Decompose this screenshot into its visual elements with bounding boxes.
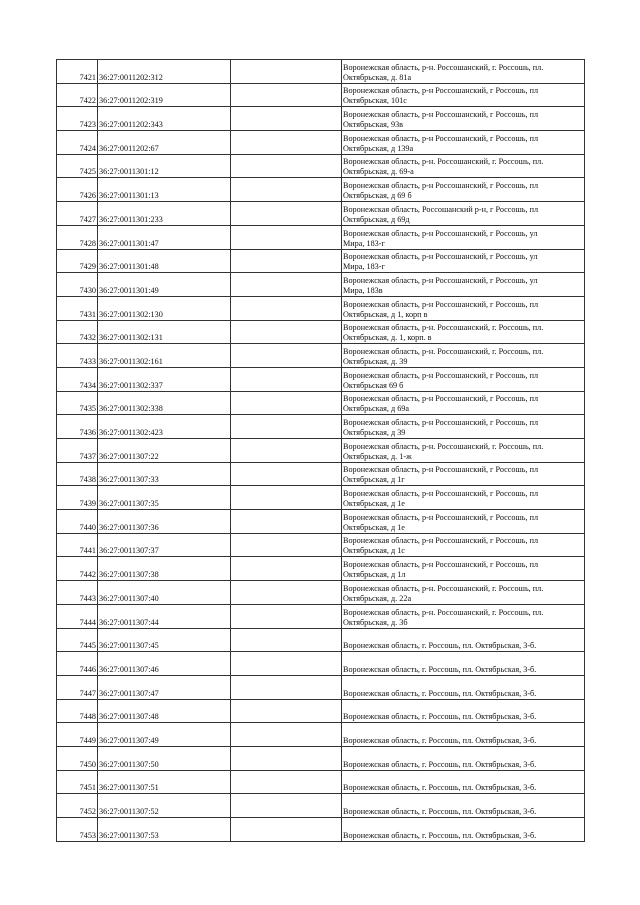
address-cell xyxy=(342,83,585,107)
table-row xyxy=(57,60,585,84)
row-number-cell: 7443 xyxy=(57,581,98,605)
row-number-cell: 7436 xyxy=(57,415,98,439)
address-cell xyxy=(342,107,585,131)
address-line-2: Октябрьская, д. 39 xyxy=(343,356,408,366)
address-line-1: Воронежская область, р-н. Россошанский, г. Россошь, пл. xyxy=(343,346,544,356)
empty-cell xyxy=(231,675,342,699)
empty-cell xyxy=(231,296,342,320)
address-line-1: Воронежская область, р-н. Россошанский, г. Россошь, пл. xyxy=(343,583,544,593)
row-number-cell: 7444 xyxy=(57,604,98,628)
row-number-cell: 7446 xyxy=(57,652,98,676)
address-line-1: Воронежская область, р-н Россошанский, г Россошь, пл xyxy=(343,489,539,499)
address-line-1: Воронежская область, р-н Россошанский, г Россошь, пл xyxy=(343,536,539,546)
address-line-2: Октябрьская, 101с xyxy=(343,96,407,106)
table-row xyxy=(57,818,585,842)
cadastral-number-cell: 36:27:0011302:338 xyxy=(98,391,231,415)
address-cell xyxy=(342,462,585,486)
table-row xyxy=(57,202,585,226)
cadastral-number-cell: 36:27:0011301:13 xyxy=(98,178,231,202)
empty-cell xyxy=(231,770,342,794)
address-line-2: Воронежская область, г. Россошь, пл. Октябрьская, 3-б. xyxy=(343,759,537,769)
address-line-1: Воронежская область, р-н. Россошанский, г. Россошь, пл. xyxy=(343,607,544,617)
row-number-cell: 7421 xyxy=(57,60,98,84)
cadastral-number-cell: 36:27:0011307:36 xyxy=(98,510,231,534)
address-line-2: Воронежская область, г. Россошь, пл. Октябрьская, 3-б. xyxy=(343,641,537,651)
empty-cell xyxy=(231,510,342,534)
address-cell xyxy=(342,415,585,439)
row-number-cell: 7426 xyxy=(57,178,98,202)
address-cell xyxy=(342,391,585,415)
address-cell xyxy=(342,770,585,794)
cadastral-number-cell: 36:27:0011302:337 xyxy=(98,367,231,391)
address-line-1: Воронежская область, Россошанский р-н, г Россошь, пл xyxy=(343,204,539,214)
address-cell xyxy=(342,296,585,320)
address-line-2: Октябрьская, д 139а xyxy=(343,143,414,153)
address-line-1: Воронежская область, р-н Россошанский, г Россошь, пл xyxy=(343,110,539,120)
address-line-2: Октябрьская, д 1е xyxy=(343,499,405,509)
address-cell xyxy=(342,746,585,770)
address-line-2: Октябрьская 69 б xyxy=(343,380,404,390)
address-line-2: Октябрьская, д 1с xyxy=(343,546,405,556)
address-line-1: Воронежская область, р-н Россошанский, г Россошь, пл xyxy=(343,181,539,191)
cadastral-number-cell: 36:27:0011301:49 xyxy=(98,273,231,297)
cadastral-registry-table xyxy=(56,59,585,842)
address-cell xyxy=(342,367,585,391)
address-line-2: Октябрьская, д 69а xyxy=(343,404,410,414)
cadastral-number-cell: 36:27:0011307:48 xyxy=(98,699,231,723)
cadastral-number-cell: 36:27:0011302:130 xyxy=(98,296,231,320)
empty-cell xyxy=(231,344,342,368)
cadastral-number-cell: 36:27:0011307:49 xyxy=(98,723,231,747)
address-line-1: Воронежская область, р-н. Россошанский, г. Россошь, пл. xyxy=(343,62,544,72)
address-cell xyxy=(342,60,585,84)
address-cell xyxy=(342,652,585,676)
registry-table-body xyxy=(57,60,585,842)
row-number-cell: 7434 xyxy=(57,367,98,391)
row-number-cell: 7422 xyxy=(57,83,98,107)
table-row xyxy=(57,533,585,557)
row-number-cell: 7432 xyxy=(57,320,98,344)
table-row xyxy=(57,794,585,818)
table-row xyxy=(57,344,585,368)
cadastral-number-cell: 36:27:0011302:161 xyxy=(98,344,231,368)
cadastral-number-cell: 36:27:0011202:312 xyxy=(98,60,231,84)
address-line-1: Воронежская область, р-н Россошанский, г Россошь, пл xyxy=(343,465,539,475)
empty-cell xyxy=(231,652,342,676)
row-number-cell: 7428 xyxy=(57,225,98,249)
empty-cell xyxy=(231,60,342,84)
address-line-2: Октябрьская, д 39 xyxy=(343,428,406,437)
cadastral-number-cell: 36:27:0011301:48 xyxy=(98,249,231,273)
address-line-2: Октябрьская, д. 1-ж xyxy=(343,451,412,461)
cadastral-number-cell: 36:27:0011307:45 xyxy=(98,628,231,652)
cadastral-number-cell: 36:27:0011307:52 xyxy=(98,794,231,818)
row-number-cell: 7453 xyxy=(57,818,98,842)
address-line-2: Октябрьская, д. 3б xyxy=(343,617,408,627)
address-line-2: Мира, 183-г xyxy=(343,262,385,272)
cadastral-number-cell: 36:27:0011307:47 xyxy=(98,675,231,699)
cadastral-number-cell: 36:27:0011202:343 xyxy=(98,107,231,131)
address-cell xyxy=(342,699,585,723)
table-row xyxy=(57,249,585,273)
empty-cell xyxy=(231,557,342,581)
address-line-2: Воронежская область, г. Россошь, пл. Октябрьская, 3-б. xyxy=(343,830,537,840)
row-number-cell: 7440 xyxy=(57,510,98,534)
empty-cell xyxy=(231,83,342,107)
address-line-2: Октябрьская, д 69 б xyxy=(343,191,412,201)
table-row xyxy=(57,604,585,628)
row-number-cell: 7448 xyxy=(57,699,98,723)
table-row xyxy=(57,296,585,320)
address-line-2: Октябрьская, д 1г xyxy=(343,475,405,485)
address-cell xyxy=(342,439,585,463)
table-row xyxy=(57,675,585,699)
address-cell xyxy=(342,344,585,368)
address-cell xyxy=(342,604,585,628)
address-line-2: Мира, 183-г xyxy=(343,238,385,248)
empty-cell xyxy=(231,249,342,273)
row-number-cell: 7450 xyxy=(57,746,98,770)
row-number-cell: 7430 xyxy=(57,273,98,297)
address-line-1: Воронежская область, р-н Россошанский, г Россошь, пл xyxy=(343,394,539,404)
address-line-2: Октябрьская, 93в xyxy=(343,120,404,130)
row-number-cell: 7427 xyxy=(57,202,98,226)
empty-cell xyxy=(231,699,342,723)
address-line-1: Воронежская область, р-н Россошанский, г Россошь, пл xyxy=(343,512,539,522)
address-line-1: Воронежская область, р-н Россошанский, г Россошь, ул xyxy=(343,275,538,285)
table-row xyxy=(57,746,585,770)
address-cell xyxy=(342,675,585,699)
address-cell xyxy=(342,723,585,747)
address-cell xyxy=(342,628,585,652)
table-row xyxy=(57,723,585,747)
address-line-2: Мира, 183в xyxy=(343,285,383,295)
row-number-cell: 7447 xyxy=(57,675,98,699)
address-cell xyxy=(342,818,585,842)
row-number-cell: 7451 xyxy=(57,770,98,794)
cadastral-number-cell: 36:27:0011307:35 xyxy=(98,486,231,510)
row-number-cell: 7437 xyxy=(57,439,98,463)
address-line-2: Октябрьская, д. 1, корп. в xyxy=(343,333,432,343)
table-row xyxy=(57,154,585,178)
address-line-2: Воронежская область, г. Россошь, пл. Октябрьская, 3-б. xyxy=(343,735,537,745)
empty-cell xyxy=(231,723,342,747)
address-cell xyxy=(342,486,585,510)
table-row xyxy=(57,273,585,297)
cadastral-number-cell: 36:27:0011301:233 xyxy=(98,202,231,226)
cadastral-number-cell: 36:27:0011302:131 xyxy=(98,320,231,344)
table-row xyxy=(57,367,585,391)
empty-cell xyxy=(231,462,342,486)
row-number-cell: 7425 xyxy=(57,154,98,178)
address-line-2: Октябрьская, д. 81а xyxy=(343,72,412,82)
table-row xyxy=(57,486,585,510)
empty-cell xyxy=(231,581,342,605)
address-cell xyxy=(342,510,585,534)
table-row xyxy=(57,652,585,676)
empty-cell xyxy=(231,746,342,770)
address-line-2: Октябрьская, д 1л xyxy=(343,570,406,580)
empty-cell xyxy=(231,533,342,557)
table-row xyxy=(57,131,585,155)
address-line-1: Воронежская область, р-н. Россошанский, г. Россошь, пл. xyxy=(343,441,544,451)
row-number-cell: 7423 xyxy=(57,107,98,131)
row-number-cell: 7441 xyxy=(57,533,98,557)
row-number-cell: 7429 xyxy=(57,249,98,273)
address-line-2: Октябрьская, д 1е xyxy=(343,522,405,532)
table-row xyxy=(57,415,585,439)
row-number-cell: 7442 xyxy=(57,557,98,581)
address-line-2: Воронежская область, г. Россошь, пл. Октябрьская, 3-б. xyxy=(343,783,537,793)
cadastral-number-cell: 36:27:0011202:67 xyxy=(98,131,231,155)
address-cell xyxy=(342,320,585,344)
cadastral-number-cell: 36:27:0011202:319 xyxy=(98,83,231,107)
empty-cell xyxy=(231,415,342,439)
cadastral-number-cell: 36:27:0011307:44 xyxy=(98,604,231,628)
empty-cell xyxy=(231,178,342,202)
cadastral-number-cell: 36:27:0011307:40 xyxy=(98,581,231,605)
address-cell xyxy=(342,249,585,273)
cadastral-number-cell: 36:27:0011307:37 xyxy=(98,533,231,557)
table-row xyxy=(57,557,585,581)
address-line-1: Воронежская область, р-н Россошанский, г Россошь, пл xyxy=(343,370,539,380)
empty-cell xyxy=(231,391,342,415)
address-line-2: Октябрьская, д 69д xyxy=(343,214,410,224)
cadastral-number-cell: 36:27:0011302:423 xyxy=(98,415,231,439)
empty-cell xyxy=(231,273,342,297)
address-cell xyxy=(342,794,585,818)
address-line-2: Октябрьская, д. 69-а xyxy=(343,167,414,177)
empty-cell xyxy=(231,628,342,652)
address-cell xyxy=(342,533,585,557)
cadastral-number-cell: 36:27:0011307:50 xyxy=(98,746,231,770)
address-cell xyxy=(342,225,585,249)
cadastral-number-cell: 36:27:0011301:12 xyxy=(98,154,231,178)
table-row xyxy=(57,628,585,652)
empty-cell xyxy=(231,486,342,510)
empty-cell xyxy=(231,604,342,628)
row-number-cell: 7438 xyxy=(57,462,98,486)
empty-cell xyxy=(231,154,342,178)
empty-cell xyxy=(231,794,342,818)
address-line-2: Воронежская область, г. Россошь, пл. Октябрьская, 3-б. xyxy=(343,712,537,722)
address-line-1: Воронежская область, р-н Россошанский, г Россошь, пл xyxy=(343,133,539,143)
row-number-cell: 7435 xyxy=(57,391,98,415)
cadastral-number-cell: 36:27:0011307:51 xyxy=(98,770,231,794)
empty-cell xyxy=(231,439,342,463)
empty-cell xyxy=(231,131,342,155)
empty-cell xyxy=(231,202,342,226)
address-line-1: Воронежская область, р-н Россошанский, г Россошь, пл xyxy=(343,560,539,570)
cadastral-number-cell: 36:27:0011307:53 xyxy=(98,818,231,842)
cadastral-number-cell: 36:27:0011301:47 xyxy=(98,225,231,249)
address-line-2: Воронежская область, г. Россошь, пл. Октябрьская, 3-б. xyxy=(343,807,537,816)
table-row xyxy=(57,178,585,202)
table-row xyxy=(57,462,585,486)
row-number-cell: 7439 xyxy=(57,486,98,510)
address-line-1: Воронежская область, р-н Россошанский, г Россошь, ул xyxy=(343,252,538,262)
address-cell xyxy=(342,178,585,202)
row-number-cell: 7449 xyxy=(57,723,98,747)
address-cell xyxy=(342,131,585,155)
table-row xyxy=(57,225,585,249)
cadastral-number-cell: 36:27:0011307:38 xyxy=(98,557,231,581)
table-row xyxy=(57,510,585,534)
table-row xyxy=(57,581,585,605)
address-cell xyxy=(342,154,585,178)
cadastral-number-cell: 36:27:0011307:46 xyxy=(98,652,231,676)
table-row xyxy=(57,770,585,794)
table-row xyxy=(57,699,585,723)
address-line-1: Воронежская область, р-н Россошанский, г Россошь, ул xyxy=(343,228,538,238)
cadastral-number-cell: 36:27:0011307:22 xyxy=(98,439,231,463)
address-cell xyxy=(342,273,585,297)
table-row xyxy=(57,107,585,131)
empty-cell xyxy=(231,225,342,249)
empty-cell xyxy=(231,367,342,391)
row-number-cell: 7445 xyxy=(57,628,98,652)
row-number-cell: 7431 xyxy=(57,296,98,320)
address-line-2: Воронежская область, г. Россошь, пл. Октябрьская, 3-б. xyxy=(343,688,537,698)
address-line-2: Октябрьская, д. 22а xyxy=(343,593,412,603)
address-line-1: Воронежская область, р-н. Россошанский, г. Россошь, пл. xyxy=(343,323,544,333)
row-number-cell: 7452 xyxy=(57,794,98,818)
cadastral-number-cell: 36:27:0011307:33 xyxy=(98,462,231,486)
address-line-1: Воронежская область, р-н Россошанский, г Россошь, пл xyxy=(343,418,539,427)
row-number-cell: 7433 xyxy=(57,344,98,368)
address-cell xyxy=(342,202,585,226)
address-line-2: Воронежская область, г. Россошь, пл. Октябрьская, 3-б. xyxy=(343,664,537,674)
address-cell xyxy=(342,557,585,581)
address-line-1: Воронежская область, р-н. Россошанский, г. Россошь, пл. xyxy=(343,157,544,167)
table-row xyxy=(57,391,585,415)
table-row xyxy=(57,439,585,463)
address-line-2: Октябрьская, д 1, корп в xyxy=(343,309,428,319)
address-cell xyxy=(342,581,585,605)
empty-cell xyxy=(231,818,342,842)
row-number-cell: 7424 xyxy=(57,131,98,155)
address-line-1: Воронежская область, р-н Россошанский, г Россошь, пл xyxy=(343,86,539,96)
table-row xyxy=(57,83,585,107)
address-line-1: Воронежская область, р-н Россошанский, г Россошь, пл xyxy=(343,299,539,309)
empty-cell xyxy=(231,107,342,131)
table-row xyxy=(57,320,585,344)
empty-cell xyxy=(231,320,342,344)
